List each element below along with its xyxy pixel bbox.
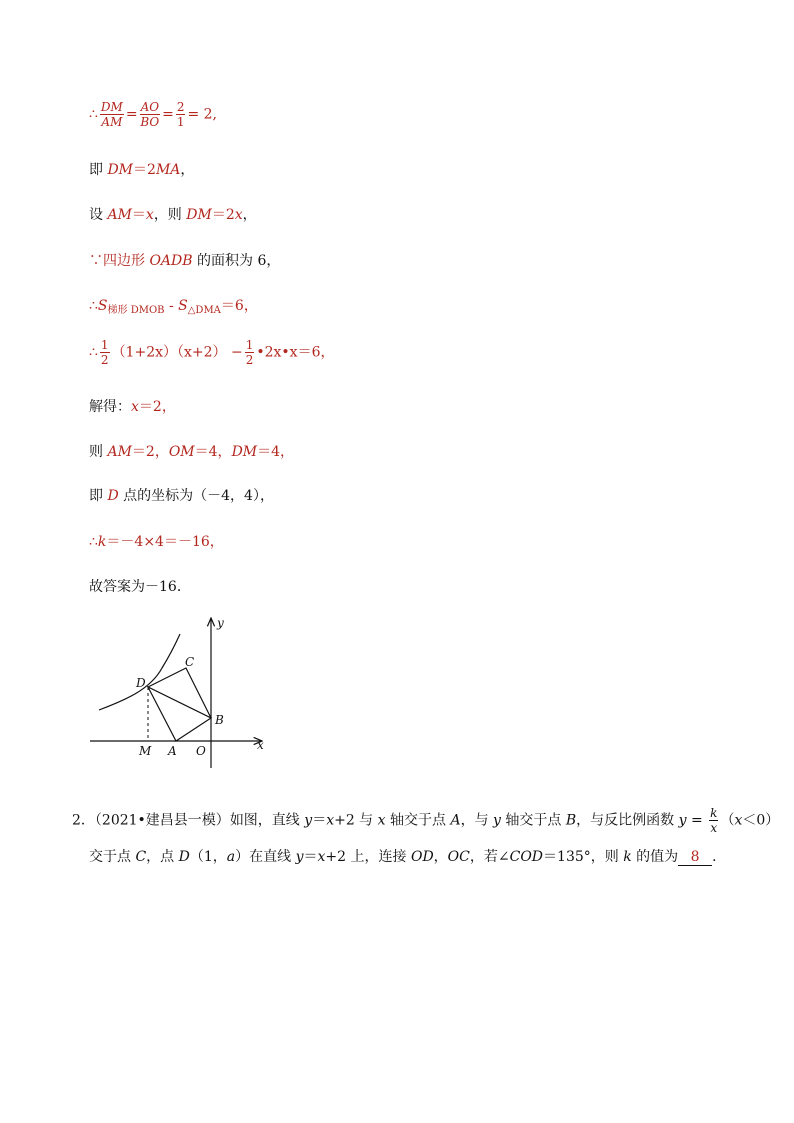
solution-line-9: 即 D 点的坐标为（－4，4）， [89, 488, 274, 504]
question-2-line-2: 交于点 C，点 D（1，a）在直线 y＝x+2 上，连接 OD，OC，若∠COD＝135°，则 k 的值为 8 ． [89, 849, 727, 865]
label-d: D [136, 676, 146, 690]
solution-line-8: 则 AM＝2，OM＝4，DM＝4， [89, 444, 295, 460]
fraction-dm-am: $\frac{DM}{AM}$ [100, 100, 123, 129]
label-c: C [185, 655, 195, 669]
question-2-line-1: 2．（2021•建昌县一模）如图，直线 y＝x+2 与 x 轴交于点 A，与 y 轴交于点 B，与反比例函数 y = $\frac{k}{x}$ （x＜0） [72, 806, 780, 835]
solution-line-6: ∴ $\frac{1}{2}$ （1+2x）（x+2） − $\frac{1}{2}$ •2x•x＝6， [89, 338, 335, 367]
geometry-figure [86, 612, 276, 772]
therefore-symbol: ∴ [89, 106, 98, 123]
solution-line-3: 设 AM＝x，则 DM＝2x， [89, 207, 257, 223]
solution-line-1: ∴ $\frac{DM}{AM}$ = $\frac{AO}{BO}$ = $\frac{2}{1}$ = 2, [89, 100, 218, 129]
label-b: B [215, 713, 224, 727]
label-o: O [196, 744, 206, 758]
solution-line-2: 即 DM＝2MA， [89, 162, 195, 178]
label-x: x [257, 738, 264, 752]
solution-line-4: ∵四边形 OADB 的面积为 6， [89, 253, 281, 269]
fraction-2-1: $\frac{2}{1}$ [176, 100, 185, 129]
label-y: y [217, 616, 224, 630]
triangle-dab [148, 687, 211, 741]
fraction-half-2: $\frac{1}{2}$ [245, 338, 254, 367]
solution-line-11: 故答案为－16． [89, 579, 191, 595]
answer-blank: 8 [678, 849, 712, 866]
label-a: A [168, 744, 177, 758]
label-m: M [139, 744, 152, 758]
hyperbola-curve [99, 634, 180, 710]
fraction-ao-bo: $\frac{AO}{BO}$ [140, 100, 160, 129]
fraction-k-x: $\frac{k}{x}$ [710, 806, 718, 835]
solution-line-5: $\therefore S_{梯形 DMOB} - S_{\triangle DMA}=6$， [89, 298, 258, 316]
solution-line-7: 解得：x＝2， [89, 399, 176, 415]
solution-line-10: ∴k＝－4×4＝－16， [89, 534, 224, 550]
fraction-half-1: $\frac{1}{2}$ [100, 338, 109, 367]
